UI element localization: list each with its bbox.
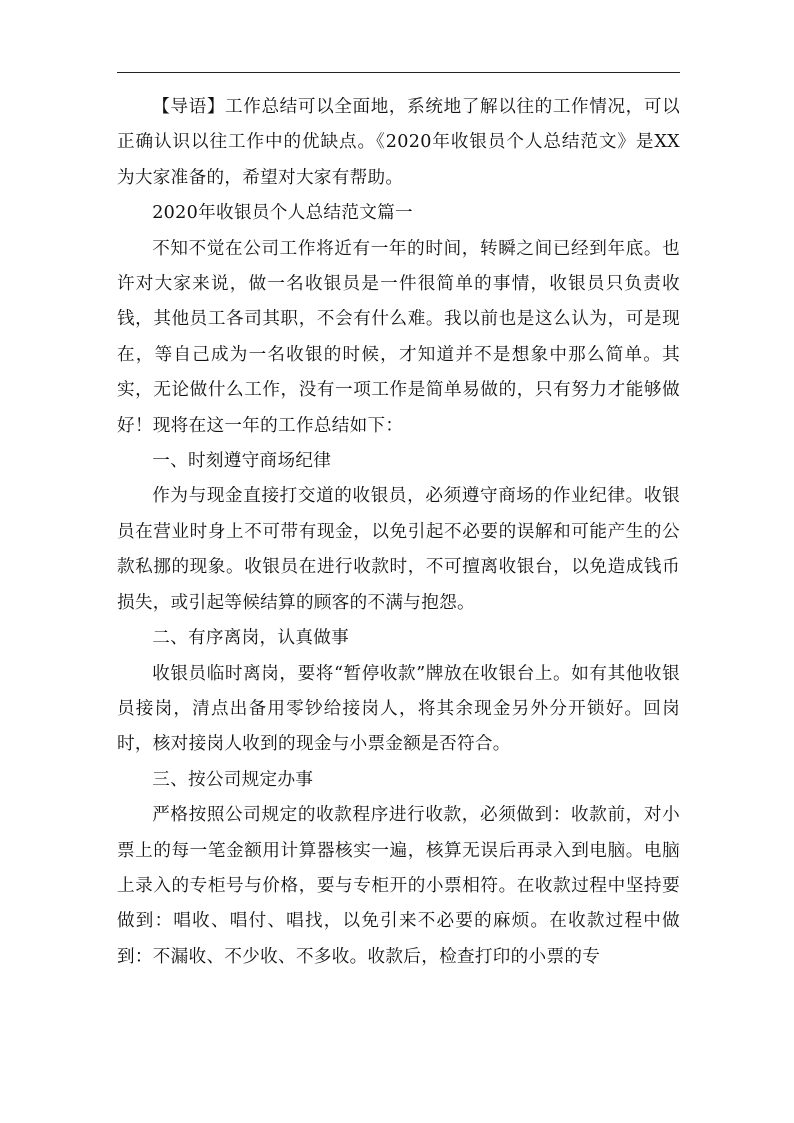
paragraph-1: 不知不觉在公司工作将近有一年的时间，转瞬之间已经到年底。也许对大家来说，做一名收银员是一件很简单的事情，收银员只负责收钱，其他员工各司其职，不会有什么难。我以前也是这么认为，可是现在，等自己成为一名收银的时候，才知道并不是想象中那么简单。其实，无论做什么工作，没有一项工作是简单易做的，只有努力才能够做好！现将在这一年的工作总结如下： (117, 238, 680, 436)
section-1-body: 作为与现金直接打交道的收银员，必须遵守商场的作业纪律。收银员在营业时身上不可带有现金，以免引起不必要的误解和可能产生的公款私挪的现象。收银员在进行收款时，不可擅离收银台，以免造成钱币损失，或引起等候结算的顾客的不满与抱怨。 (117, 486, 680, 613)
section-2-body: 收银员临时离岗，要将“暂停收款”牌放在收银台上。如有其他收银员接岗，清点出备用零钞给接岗人，将其余现金另外分开锁好。回岗时，核对接岗人收到的现金与小票金额是否符合。 (117, 663, 680, 755)
intro-paragraph: 【导语】工作总结可以全面地，系统地了解以往的工作情况，可以正确认识以往工作中的优缺点。《2020年收银员个人总结范文》是XX为大家准备的，希望对大家有帮助。 (117, 97, 680, 188)
article-title: 2020年收银员个人总结范文篇一 (152, 203, 413, 224)
section-1-heading: 一、时刻遵守商场纪律 (152, 451, 332, 472)
section-3-heading: 三、按公司规定办事 (152, 769, 314, 790)
section-2-heading: 二、有序离岗，认真做事 (152, 628, 350, 649)
document-body (117, 90, 680, 975)
header-rule (117, 72, 680, 73)
section-3-body: 严格按照公司规定的收款程序进行收款，必须做到：收款前，对小票上的每一笔金额用计算器核实一遍，核算无误后再录入到电脑。电脑上录入的专柜号与价格，要与专柜开的小票相符。在收款过程中坚持要做到：唱收、唱付、唱找，以免引来不必要的麻烦。在收款过程中做到：不漏收、不少收、不多收。收款后，检查打印的小票的专 (117, 805, 680, 967)
